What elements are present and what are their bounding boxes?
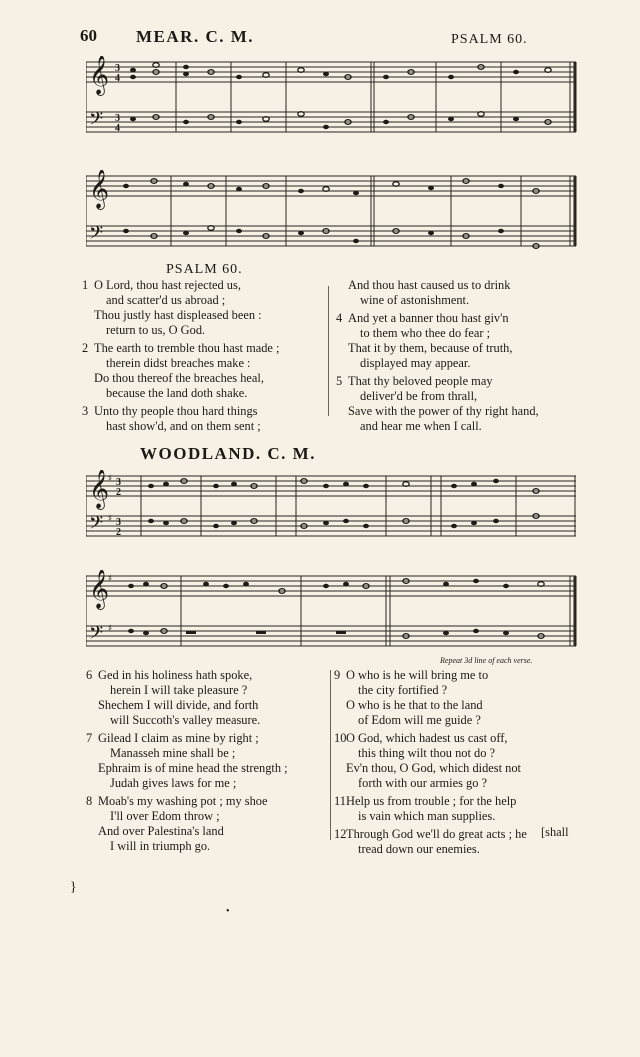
verse-text: Judah gives laws for me ; bbox=[110, 776, 237, 790]
verse-line bbox=[334, 776, 584, 791]
verse-line bbox=[86, 824, 331, 839]
verse-line bbox=[336, 278, 581, 293]
verse-text: The earth to tremble thou hast made ; bbox=[94, 341, 280, 355]
verse-text: to them who thee do fear ; bbox=[360, 326, 491, 340]
verse-text: Unto thy people thou hard things bbox=[94, 404, 258, 418]
verse-line bbox=[82, 293, 322, 308]
verse-line bbox=[86, 698, 331, 713]
bottom-dot: • bbox=[226, 906, 230, 917]
notes-group bbox=[130, 63, 551, 130]
verse-line bbox=[82, 371, 322, 386]
verse-line bbox=[334, 683, 584, 698]
verse-number: 1 bbox=[82, 278, 89, 292]
verse-line bbox=[334, 842, 584, 857]
verse-number: 3 bbox=[82, 404, 89, 418]
verse-number: 12 bbox=[334, 827, 347, 841]
verse bbox=[86, 731, 331, 791]
verse-text: O who is he that to the land bbox=[346, 698, 483, 712]
treble-clef-icon: 𝄞 bbox=[89, 570, 110, 609]
music-system-mear-2 bbox=[86, 170, 578, 260]
verse-text: Ev'n thou, O God, which didest not bbox=[346, 761, 521, 775]
verse-text: I will in triumph go. bbox=[110, 839, 211, 853]
verse bbox=[334, 731, 584, 791]
verse-text: wine of astonishment. bbox=[360, 293, 470, 307]
bass-clef-icon: 𝄢 bbox=[89, 623, 104, 648]
column-divider bbox=[328, 286, 329, 416]
tune-title-woodland: WOODLAND. C. M. bbox=[140, 444, 316, 463]
music-system-mear-1 bbox=[86, 56, 578, 146]
woodland-time-top: 3 bbox=[116, 477, 121, 488]
verse-line bbox=[86, 794, 331, 809]
verse-line bbox=[82, 404, 322, 419]
verse-number: 8 bbox=[86, 794, 93, 808]
verse-number: 4 bbox=[336, 311, 343, 325]
verse bbox=[82, 404, 322, 434]
verse-line bbox=[86, 683, 331, 698]
key-sharp-icon: ♯ bbox=[108, 474, 113, 484]
repeat-note: Repeat 3d line of each verse. bbox=[440, 656, 533, 665]
verse-text: forth with our armies go ? bbox=[358, 776, 488, 790]
verse-text: displayed may appear. bbox=[360, 356, 471, 370]
verse-line bbox=[86, 746, 331, 761]
verse-line bbox=[334, 698, 584, 713]
verse-line bbox=[334, 746, 584, 761]
verse-text: Through God we'll do great acts ; he bbox=[346, 827, 527, 841]
verse-line bbox=[82, 341, 322, 356]
verse-number: 7 bbox=[86, 731, 93, 745]
woodland-time-top-bass: 3 bbox=[116, 517, 121, 528]
verse-text: Moab's my washing pot ; my shoe bbox=[98, 794, 268, 808]
verse-line bbox=[336, 389, 581, 404]
verse-text: return to us, O God. bbox=[106, 323, 206, 337]
verse-text: hast show'd, and on them sent ; bbox=[106, 419, 261, 433]
verse-text: And over Palestina's land bbox=[98, 824, 224, 838]
treble-clef-icon: 𝄞 bbox=[89, 470, 110, 509]
verse-text: O God, which hadest us cast off, bbox=[346, 731, 508, 745]
time-sig-top: 3 bbox=[115, 63, 120, 74]
verse-text: I'll over Edom throw ; bbox=[110, 809, 220, 823]
verse-text: Gilead I claim as mine by right ; bbox=[98, 731, 259, 745]
verse-line bbox=[82, 278, 322, 293]
verse-text: the city fortified ? bbox=[358, 683, 448, 697]
psalm-header: PSALM 60. bbox=[451, 32, 528, 47]
verse-text: O Lord, thou hast rejected us, bbox=[94, 278, 241, 292]
verse-line bbox=[86, 809, 331, 824]
verse-number: 11 bbox=[334, 794, 346, 808]
verse-line bbox=[86, 731, 331, 746]
verse-line bbox=[82, 323, 322, 338]
verse-line bbox=[336, 404, 581, 419]
verse-line bbox=[336, 419, 581, 434]
verse-number: 2 bbox=[82, 341, 89, 355]
page-number: 60 bbox=[80, 26, 97, 45]
treble-clef-icon: 𝄞 bbox=[89, 170, 110, 209]
verse-text: Manasseh mine shall be ; bbox=[110, 746, 236, 760]
bass-clef-icon: 𝄢 bbox=[89, 109, 104, 134]
section-psalm-heading: PSALM 60. bbox=[166, 262, 243, 277]
verse bbox=[86, 794, 331, 854]
music-system-woodland-2 bbox=[86, 570, 578, 655]
verse-text: this thing wilt thou not do ? bbox=[358, 746, 495, 760]
verse-text: Save with the power of thy right hand, bbox=[348, 404, 539, 418]
verse bbox=[336, 374, 581, 434]
verses-right-1 bbox=[336, 278, 581, 437]
woodland-time-bottom-bass: 2 bbox=[116, 527, 121, 538]
verse-line bbox=[336, 341, 581, 356]
verse-line bbox=[334, 809, 584, 824]
verse-line bbox=[334, 731, 584, 746]
verse-text: Ephraim is of mine head the strength ; bbox=[98, 761, 288, 775]
verse-line bbox=[334, 713, 584, 728]
verse-line bbox=[336, 326, 581, 341]
bass-clef-icon: 𝄢 bbox=[89, 223, 104, 248]
verse-line bbox=[336, 293, 581, 308]
verse bbox=[334, 668, 584, 728]
woodland-time-bottom: 2 bbox=[116, 487, 121, 498]
verse bbox=[334, 794, 584, 824]
verse-line bbox=[86, 839, 331, 854]
treble-clef-icon: 𝄞 bbox=[89, 56, 110, 95]
verse bbox=[82, 278, 322, 338]
time-sig-bottom: 4 bbox=[115, 73, 120, 84]
verse-line bbox=[336, 374, 581, 389]
key-sharp-icon: ♯ bbox=[108, 514, 113, 524]
verse-text: and scatter'd us abroad ; bbox=[106, 293, 226, 307]
key-sharp-icon: ♯ bbox=[108, 574, 113, 584]
verse-text: and hear me when I call. bbox=[360, 419, 482, 433]
time-sig-bottom-bass: 4 bbox=[115, 123, 120, 134]
verse-text: will Succoth's valley measure. bbox=[110, 713, 261, 727]
verse-text: deliver'd be from thrall, bbox=[360, 389, 478, 403]
verse-text: Do thou thereof the breaches heal, bbox=[94, 371, 264, 385]
verse-line bbox=[86, 761, 331, 776]
verse-line bbox=[82, 386, 322, 401]
bass-staff bbox=[86, 112, 576, 132]
verse-line bbox=[336, 311, 581, 326]
verse-text: Shechem I will divide, and forth bbox=[98, 698, 259, 712]
verse-text: Ged in his holiness hath spoke, bbox=[98, 668, 253, 682]
verse-text: because the land doth shake. bbox=[106, 386, 248, 400]
verse-text: therein didst breaches make : bbox=[106, 356, 251, 370]
column-divider bbox=[330, 670, 331, 840]
verse bbox=[336, 311, 581, 371]
verse-text: Help us from trouble ; for the help bbox=[346, 794, 517, 808]
verse-text: That thy beloved people may bbox=[348, 374, 493, 388]
verse-text: And yet a banner thou hast giv'n bbox=[348, 311, 509, 325]
verse-number: 6 bbox=[86, 668, 93, 682]
verse-line bbox=[334, 668, 584, 683]
verse-text: That it by them, because of truth, bbox=[348, 341, 513, 355]
verse-text: And thou hast caused us to drink bbox=[348, 278, 511, 292]
verse bbox=[336, 278, 581, 308]
verses-left-2 bbox=[86, 668, 331, 857]
bottom-mark: } bbox=[70, 880, 77, 895]
verse-line bbox=[336, 356, 581, 371]
verse-line bbox=[82, 356, 322, 371]
verse-line bbox=[86, 776, 331, 791]
tune-title-mear: MEAR. C. M. bbox=[136, 27, 255, 46]
verse bbox=[82, 341, 322, 401]
catchword: [shall bbox=[541, 825, 569, 839]
verse-text: tread down our enemies. bbox=[358, 842, 480, 856]
verse-text: O who is he will bring me to bbox=[346, 668, 489, 682]
verse-number: 9 bbox=[334, 668, 341, 682]
verse-text: is vain which man supplies. bbox=[358, 809, 496, 823]
verse-line bbox=[82, 308, 322, 323]
key-sharp-icon: ♯ bbox=[108, 624, 113, 634]
verse bbox=[86, 668, 331, 728]
verse-number: 5 bbox=[336, 374, 343, 388]
verse-text: herein I will take pleasure ? bbox=[110, 683, 248, 697]
verse-number: 10 bbox=[334, 731, 347, 745]
music-system-woodland-1 bbox=[86, 470, 578, 560]
verse-line bbox=[82, 419, 322, 434]
verse-text: Thou justly hast displeased been : bbox=[94, 308, 262, 322]
bass-clef-icon: 𝄢 bbox=[89, 513, 104, 538]
verse-line bbox=[86, 713, 331, 728]
verse-line bbox=[334, 794, 584, 809]
verse-line bbox=[86, 668, 331, 683]
time-sig-top-bass: 3 bbox=[115, 113, 120, 124]
verse-line bbox=[334, 761, 584, 776]
verse-text: of Edom will me guide ? bbox=[358, 713, 481, 727]
verses-left-1 bbox=[82, 278, 322, 437]
